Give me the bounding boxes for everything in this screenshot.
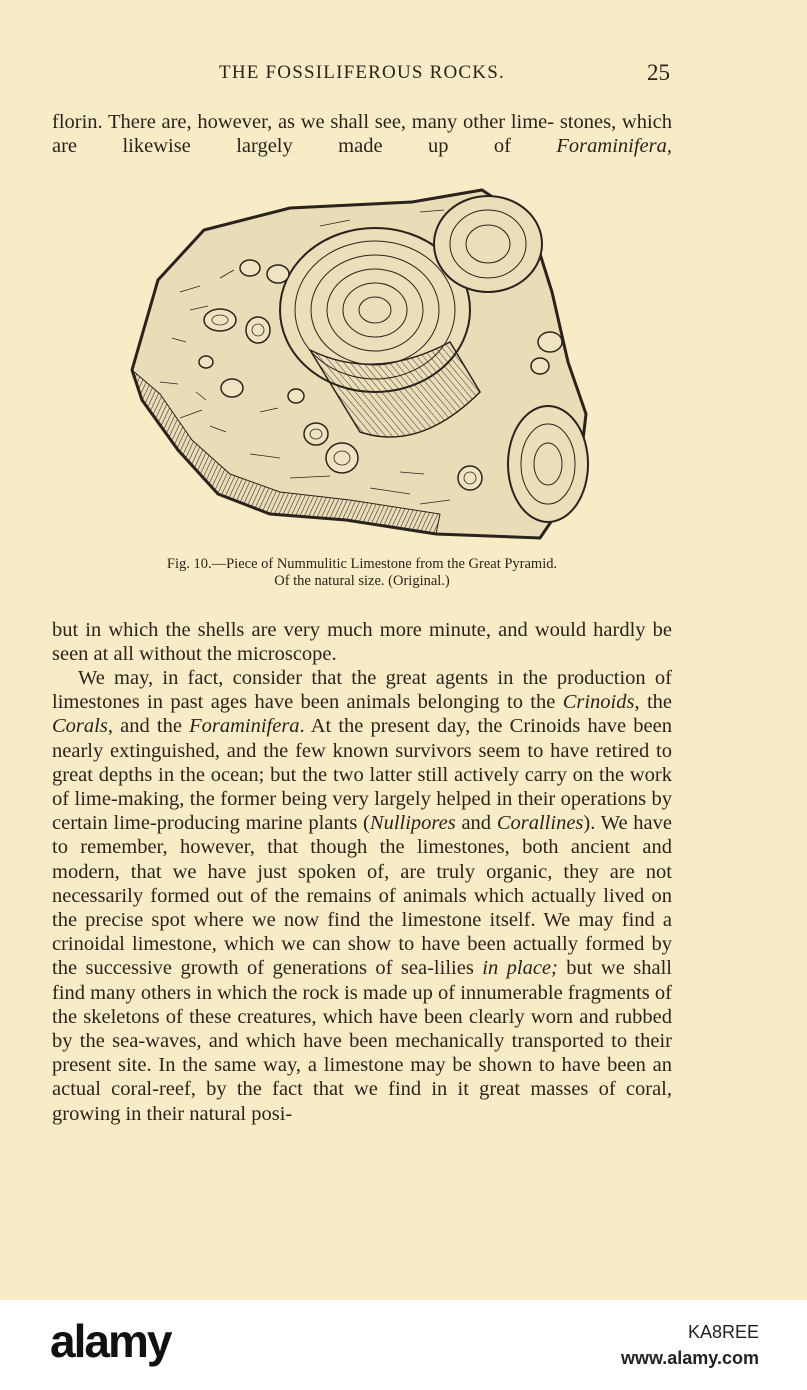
paragraph-top-line1: florin. There are, however, as we shall see, many other lime- [52, 111, 555, 133]
paragraph-b-italic-nullipores: Nullipores [369, 812, 456, 835]
running-title: THE FOSSILIFEROUS ROCKS. [219, 62, 505, 83]
paragraph-b-italic-in-place: in place; [482, 957, 558, 980]
paragraph-b-italic-foraminifera: Foraminifera [189, 715, 300, 738]
watermark-footer [0, 1300, 807, 1390]
site-url: www.alamy.com [620, 1348, 759, 1368]
paragraph-b-italic-crinoids: Crinoids [562, 691, 635, 714]
paragraph-top [52, 110, 672, 158]
paragraph-top-line2: stones, which are likewise largely made up of [52, 111, 673, 158]
lower-right-nummulite [508, 406, 588, 522]
paragraph-b-text-3: , and the [107, 715, 190, 738]
brand-logo: alamy [50, 1315, 171, 1367]
paragraph-b-text-1: We may, in fact, consider that the great agents in the production of limestones in past ages have been animals belonging to the [52, 667, 672, 714]
paragraph-top-italic: Foraminifera, [556, 135, 672, 158]
paragraph-b-italic-corals: Corals [52, 715, 108, 738]
image-id: KA8REE [687, 1322, 759, 1342]
paragraph-b [52, 666, 672, 1126]
page-header [52, 60, 672, 90]
page-number: 25 [647, 60, 670, 85]
caption-line-1: Fig. 10.—Piece of Nummulitic Limestone from the Great Pyramid. [166, 556, 558, 572]
figure-caption [52, 556, 672, 590]
nummulitic-limestone-illustration [120, 182, 590, 552]
paragraph-b-text-2: , the [634, 691, 673, 714]
caption-line-2: Of the natural size. (Original.) [274, 573, 450, 589]
paragraph-b-text-7: but we shall find many others in which the rock is made up of innumerable fragments of the skeletons of these creatures, which have been clearly worn and rubbed by the sea-waves, and which have been mechanically transported to their present site. In the same way, a limestone may be shown to have been an actual coral-reef, by the fact that we find in it great masses of coral, growing in their natural posi- [52, 957, 672, 1125]
paragraph-b-italic-corallines: Corallines [496, 812, 584, 835]
paragraph-b-text-5: and [455, 812, 497, 835]
paragraph-b-text-6: ). We have to remember, however, that though the limestones, both ancient and modern, that we have just spoken of, are truly organic, they are not necessarily formed out of the remains of animals which actually lived on the precise spot where we now find the limestone itself. We may find a crinoidal limestone, which we can show to have been actually formed by the successive growth of generations of sea-lilies [52, 812, 673, 980]
paragraph-b-text-4: . At the present day, the Crinoids have been nearly extinguished, and the few known survivors seem to have retired to great depths in the ocean; but the two latter still actively carry on the work of lime-making, the former being very largely helped in their operations by certain lime-producing marine plants ( [52, 715, 672, 835]
paragraph-a: but in which the shells are very much more minute, and would hardly be seen at all without the microscope. [52, 619, 672, 666]
